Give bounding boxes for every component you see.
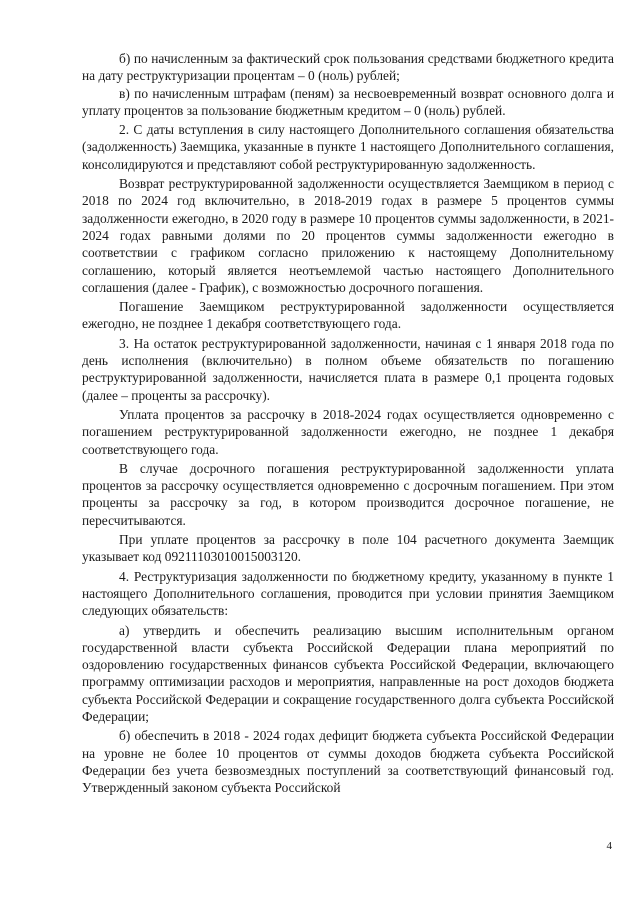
paragraph-2-consolidation: 2. С даты вступления в силу настоящего Дополнительного соглашения обязательства (задолженность) Заемщика, указанные в пункте 1 настоящего Дополнительного соглашения, консолидируются и представляют собой реструктурированную задолженность.: [82, 122, 614, 172]
paragraph-3-interest-rate: 3. На остаток реструктурированной задолженности, начиная с 1 января 2018 года по день исполнения (включительно) в полном объеме обязательств по погашению реструктурированной задолженности, начисляется плата в размере 0,1 процента годовых (далее – проценты за рассрочку).: [82, 335, 614, 403]
paragraph-a-plan: а) утвердить и обеспечить реализацию высшим исполнительным органом государственной власти субъекта Российской Федерации плана мероприятий по оздоровлению государственных финансов субъекта Российской Федерации, включающего программу оптимизации расходов и мероприятия, направленные на рост доходов бюджета субъекта Российской Федерации и сокращение государственного долга субъекта Российской Федерации;: [82, 622, 614, 724]
paragraph-repayment-schedule: Возврат реструктурированной задолженности осуществляется Заемщиком в период с 2018 по 2024 год включительно, в 2018-2019 годах в размере 5 процентов суммы задолженности ежегодно, в 2020 году в размере 10 процентов суммы задолженности, в 2021-2024 годах равными долями по 20 процентов суммы задолженности ежегодно в соответствии с графиком согласно приложению к настоящему Дополнительному соглашению, который является неотъемлемой частью настоящего Дополнительного соглашения (далее - График), с возможностью досрочного погашения.: [82, 176, 614, 295]
paragraph-b-interest: б) по начисленным за фактический срок пользования средствами бюджетного кредита на дату реструктуризации процентам – 0 (ноль) рублей;: [82, 51, 614, 84]
paragraph-v-penalties: в) по начисленным штрафам (пеням) за несвоевременный возврат основного долга и уплату процентов за пользование бюджетным кредитом – 0 (ноль) рублей.: [82, 85, 614, 118]
page-number: 4: [606, 840, 612, 852]
paragraph-interest-payment: Уплата процентов за рассрочку в 2018-2024 годах осуществляется одновременно с погашением реструктурированной задолженности ежегодно, не позднее 1 декабря соответствующего года.: [82, 406, 614, 457]
paragraph-payment-code: При уплате процентов за рассрочку в поле 104 расчетного документа Заемщик указывает код 09211103010015003120.: [82, 532, 614, 565]
paragraph-early-repayment: В случае досрочного погашения реструктурированной задолженности уплата процентов за рассрочку осуществляется одновременно с досрочным погашением. При этом проценты за рассрочку за год, в котором производится досрочное погашение, не пересчитываются.: [82, 460, 614, 528]
paragraph-b-deficit: б) обеспечить в 2018 - 2024 годах дефицит бюджета субъекта Российской Федерации на уровне не более 10 процентов от суммы доходов бюджета субъекта Российской Федерации без учета безвозмездных поступлений за соответствующий финансовый год. Утвержденный законом субъекта Российской: [82, 728, 614, 796]
paragraph-repayment-deadline: Погашение Заемщиком реструктурированной задолженности осуществляется ежегодно, не позднее 1 декабря соответствующего года.: [82, 299, 614, 332]
paragraph-4-conditions: 4. Реструктуризация задолженности по бюджетному кредиту, указанному в пункте 1 настоящего Дополнительного соглашения, проводится при условии принятия Заемщиком следующих обязательств:: [82, 568, 614, 619]
